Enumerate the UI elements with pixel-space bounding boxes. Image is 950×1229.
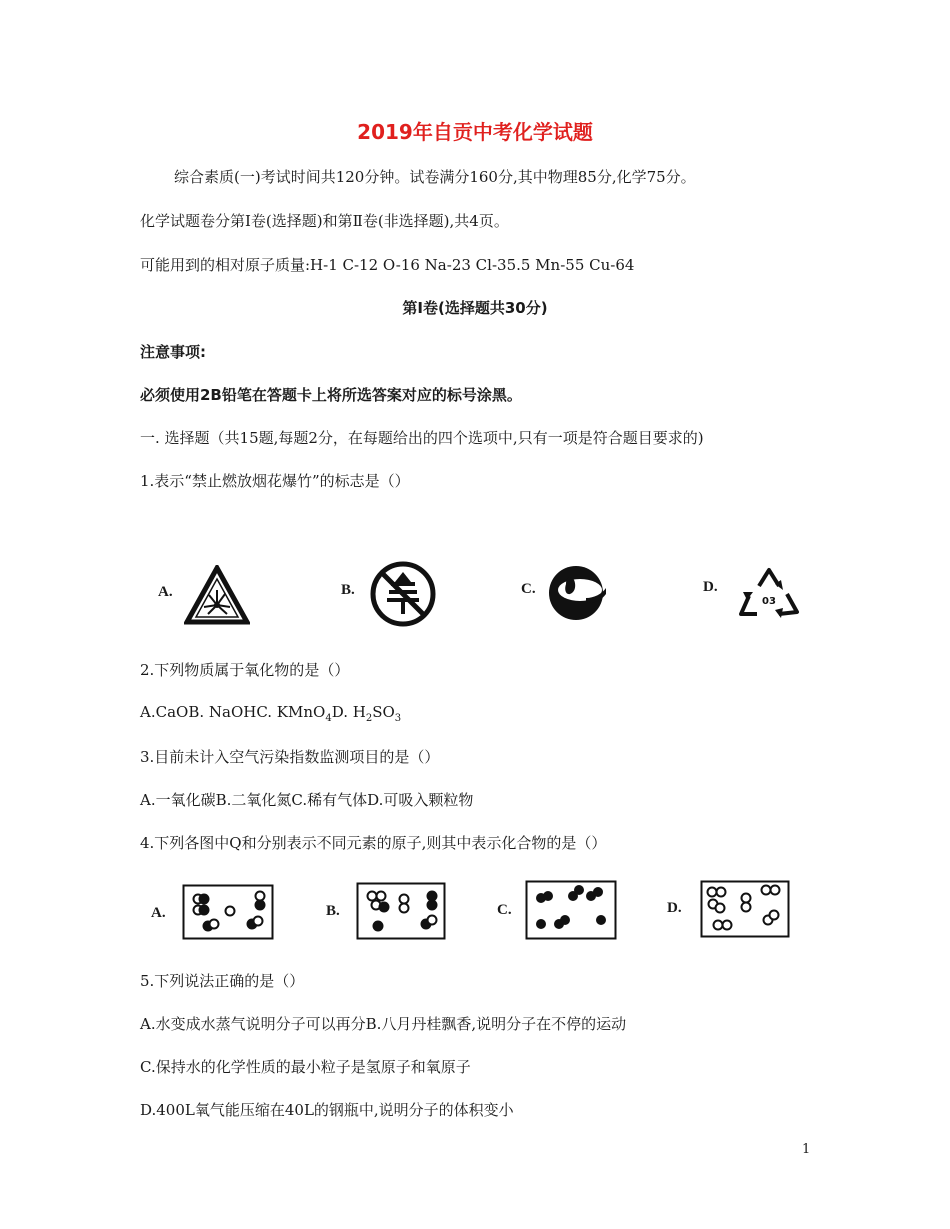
water-saving-icon <box>546 564 608 622</box>
q2-options-a: A.CaOB. NaOHC. KMnO <box>140 703 326 721</box>
question-1: 1.表示“禁止燃放烟花爆竹”的标志是（） <box>140 472 410 490</box>
question-3-options: A.一氧化碳B.二氧化氮C.稀有气体D.可吸入颗粒物 <box>140 791 474 809</box>
intro-line-1: 综合素质(一)考试时间共120分钟。试卷满分160分,其中物理85分,化学75分。 <box>174 168 696 186</box>
intro-line-2: 化学试题卷分第Ⅰ卷(选择题)和第Ⅱ卷(非选择题),共4页。 <box>140 212 509 230</box>
question-4: 4.下列各图中Q和分别表示不同元素的原子,则其中表示化合物的是（） <box>140 834 607 852</box>
page-number: 1 <box>802 1142 811 1157</box>
q1-option-d-label: D. <box>703 579 718 595</box>
explosive-warning-icon <box>184 565 250 625</box>
q2-sub-2: 2 <box>365 713 373 724</box>
q2-sub-1: 4 <box>325 713 332 724</box>
q4-diagram-a <box>182 884 274 940</box>
q1-option-c-label: C. <box>521 581 536 597</box>
q2-options-b: D. H <box>331 703 366 721</box>
q4-option-c-label: C. <box>497 902 512 918</box>
section-title: 第Ⅰ卷(选择题共30分) <box>402 299 548 317</box>
q2-sub-3: 3 <box>394 713 402 724</box>
notice-title: 注意事项: <box>140 343 206 361</box>
notice-text: 必须使用2B铅笔在答题卡上将所选答案对应的标号涂黑。 <box>140 386 522 404</box>
question-3: 3.目前未计入空气污染指数监测项目的是（） <box>140 748 440 766</box>
q1-option-b-label: B. <box>341 582 355 598</box>
q1-option-a-label: A. <box>158 584 173 600</box>
question-5: 5.下列说法正确的是（） <box>140 972 305 990</box>
q4-diagram-b <box>356 882 446 940</box>
no-fireworks-icon <box>369 560 437 628</box>
question-5-option-ab: A.水变成水蒸气说明分子可以再分B.八月丹桂飘香,说明分子在不停的运动 <box>140 1015 627 1033</box>
part-one-heading: 一. 选择题（共15题,每题2分，在每题给出的四个选项中,只有一项是符合题目要求的) <box>140 429 704 447</box>
intro-line-3: 可能用到的相对原子质量:H-1 C-12 O-16 Na-23 Cl-35.5 Mn-55 Cu-64 <box>140 256 635 274</box>
q4-option-a-label: A. <box>151 905 166 921</box>
exam-title: 2019年自贡中考化学试题 <box>357 120 593 144</box>
q4-diagram-d <box>700 880 790 938</box>
q4-option-b-label: B. <box>326 903 340 919</box>
q4-option-d-label: D. <box>667 900 682 916</box>
question-5-option-d: D.400L氧气能压缩在40L的钢瓶中,说明分子的体积变小 <box>140 1101 514 1119</box>
recycle-icon <box>735 564 803 622</box>
q4-diagram-c <box>525 880 617 940</box>
recycle-code: 03 <box>762 596 776 607</box>
question-2: 2.下列物质属于氧化物的是（） <box>140 661 350 679</box>
question-5-option-c: C.保持水的化学性质的最小粒子是氢原子和氧原子 <box>140 1058 471 1076</box>
question-2-options <box>140 703 401 724</box>
q2-options-c: SO <box>372 703 395 721</box>
